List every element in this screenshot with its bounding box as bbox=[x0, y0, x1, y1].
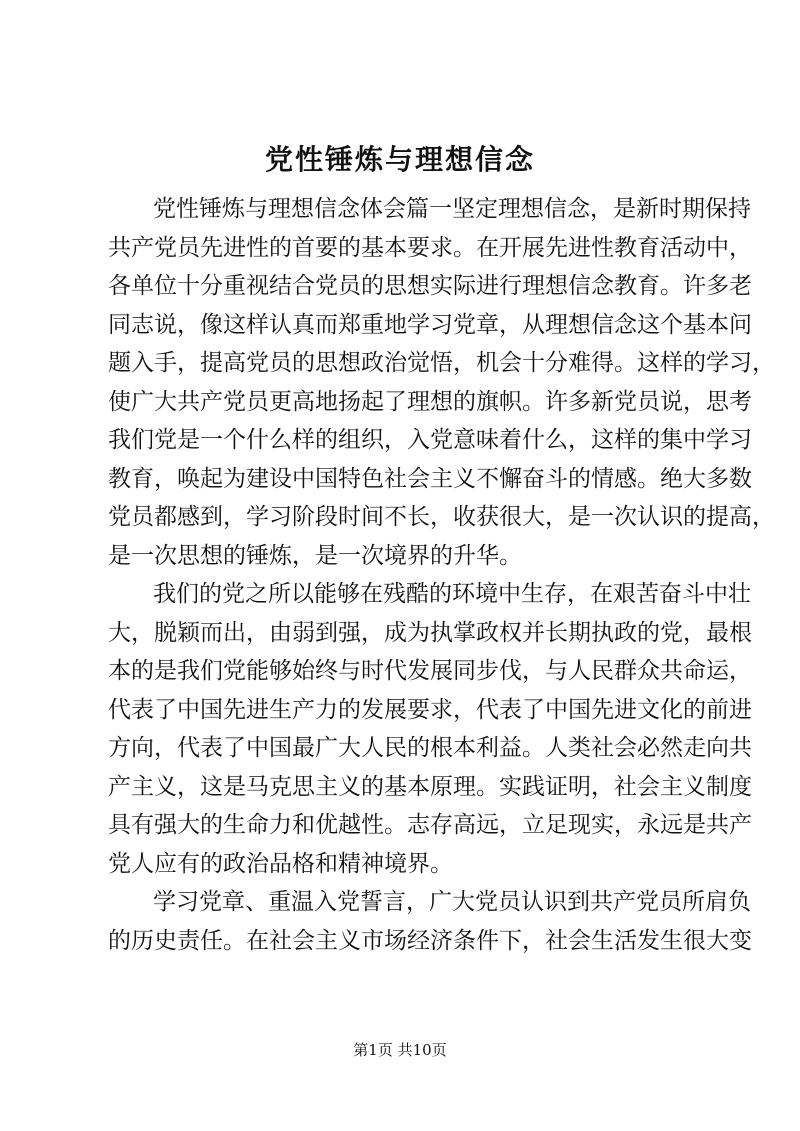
paragraph-2-line-6: 产主义，这是马克思主义的基本原理。实践证明，社会主义制度 bbox=[108, 773, 752, 800]
paragraph-1-line-1: 党性锤炼与理想信念体会篇一坚定理想信念，是新时期保持 bbox=[153, 196, 751, 222]
paragraph-3-line-2: 的历史责任。在社会主义市场经济条件下，社会生活发生很大变 bbox=[108, 927, 752, 954]
paragraph-2-line-3: 本的是我们党能够始终与时代发展同步伐，与人民群众共命运， bbox=[108, 658, 752, 684]
paragraph-2-line-5: 方向，代表了中国最广大人民的根本利益。人类社会必然走向共 bbox=[108, 735, 752, 761]
paragraph-1-line-8: 教育，唤起为建设中国特色社会主义不懈奋斗的情感。绝大多数 bbox=[108, 465, 752, 492]
paragraph-2-line-8: 党人应有的政治品格和精神境界。 bbox=[108, 850, 453, 877]
paragraph-1-line-4: 同志说，像这样认真而郑重地学习党章，从理想信念这个基本问 bbox=[108, 311, 752, 338]
document-title: 党性锤炼与理想信念 bbox=[264, 143, 535, 176]
paragraph-1-line-10: 是一次思想的锤炼，是一次境界的升华。 bbox=[108, 542, 522, 569]
page-number-footer: 第1页 共10页 bbox=[353, 1041, 447, 1059]
paragraph-1-line-2: 共产党员先进性的首要的基本要求。在开展先进性教育活动中， bbox=[108, 234, 752, 261]
paragraph-1-line-5: 题入手，提高党员的思想政治觉悟，机会十分难得。这样的学习， bbox=[108, 350, 775, 376]
paragraph-3-line-1: 学习党章、重温入党誓言，广大党员认识到共产党员所肩负 bbox=[153, 889, 751, 915]
paragraph-2-line-1: 我们的党之所以能够在残酷的环境中生存，在艰苦奋斗中壮 bbox=[153, 581, 751, 607]
document-body bbox=[108, 190, 775, 960]
paragraph-1-line-3: 各单位十分重视结合党员的思想实际进行理想信念教育。许多老 bbox=[108, 273, 752, 299]
paragraph-2-line-7: 具有强大的生命力和优越性。志存高远，立足现实，永远是共产 bbox=[108, 812, 752, 838]
paragraph-2-line-2: 大，脱颖而出，由弱到强，成为执掌政权并长期执政的党，最根 bbox=[108, 619, 752, 646]
paragraph-1-line-7: 我们党是一个什么样的组织，入党意味着什么，这样的集中学习 bbox=[108, 427, 752, 453]
paragraph-1-line-9: 党员都感到，学习阶段时间不长，收获很大，是一次认识的提高， bbox=[108, 504, 775, 530]
paragraph-2-line-4: 代表了中国先进生产力的发展要求，代表了中国先进文化的前进 bbox=[108, 696, 752, 723]
paragraph-1-line-6: 使广大共产党员更高地扬起了理想的旗帜。许多新党员说，思考 bbox=[108, 388, 752, 415]
